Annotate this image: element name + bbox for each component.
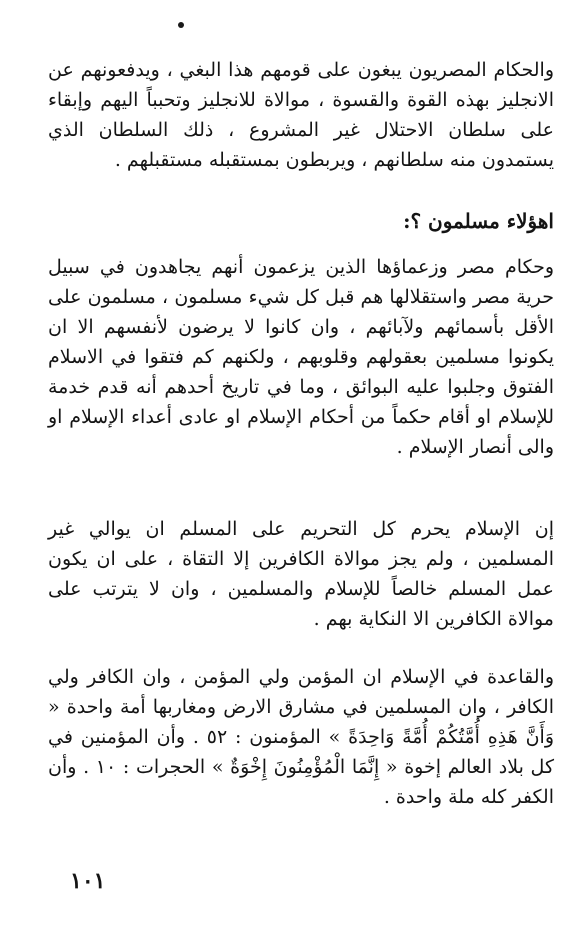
paragraph-3: إن الإسلام يحرم كل التحريم على المسلم ان يوالي غير المسلمين ، ولم يجز موالاة الكافرين إلا التقاة ، على ان يكون عمل المسلم خالصاً للإسلام والمسلمين ، وان لا يترتب على موالاة الكافرين الا النكاية بهم . <box>48 518 554 630</box>
page-number: ١٠١ <box>70 868 106 894</box>
paragraph-2: وحكام مصر وزعماؤها الذين يزعمون أنهم يجاهدون في سبيل حرية مصر واستقلالها هم قبل كل شيء مسلمون ، مسلمون على الأقل بأسمائهم ولآبائهم ، وان كانوا لا يرضون لأنفسهم الا ان يكونوا مسلمين بعقولهم وقلوبهم ، ولكنهم كم فتقوا في الاسلام الفتوق وجلبوا عليه البوائق ، وما في تاريخ أحدهم أنه قدم خدمة للإسلام او أقام حكماً من أحكام الإسلام او عادى أعداء الإسلام او والى أنصار الإسلام . <box>48 256 554 458</box>
ink-dot <box>178 22 184 28</box>
paragraph-1: والحكام المصريون يبغون على قومهم هذا البغي ، ويدفعونهم عن الانجليز بهذه القوة والقسوة ، موالاة للانجليز وتحبباً اليهم وإبقاء على سلطان الاحتلال غير المشروع ، ذلك السلطان الذي يستمدون منه سلطانهم ، ويربطون بمستقبله مستقبلهم . <box>48 59 554 171</box>
paragraph-4: والقاعدة في الإسلام ان المؤمن ولي المؤمن ، وان الكافر ولي الكافر ، وان المسلمين في مشارق الارض ومغاربها أمة واحدة « وَأَنَّ هَذِهِ أُمَّتُكُمْ أُمَّةً وَاحِدَةً » المؤمنون : ٥٢ . وأن المؤمنين في كل بلاد العالم إخوة « إِنَّمَا الْمُؤْمِنُونَ إِخْوَةٌ » الحجرات : ١٠ . وأن الكفر كله ملة واحدة . <box>48 666 555 808</box>
section-heading: اهؤلاء مسلمون ؟: <box>403 209 554 233</box>
